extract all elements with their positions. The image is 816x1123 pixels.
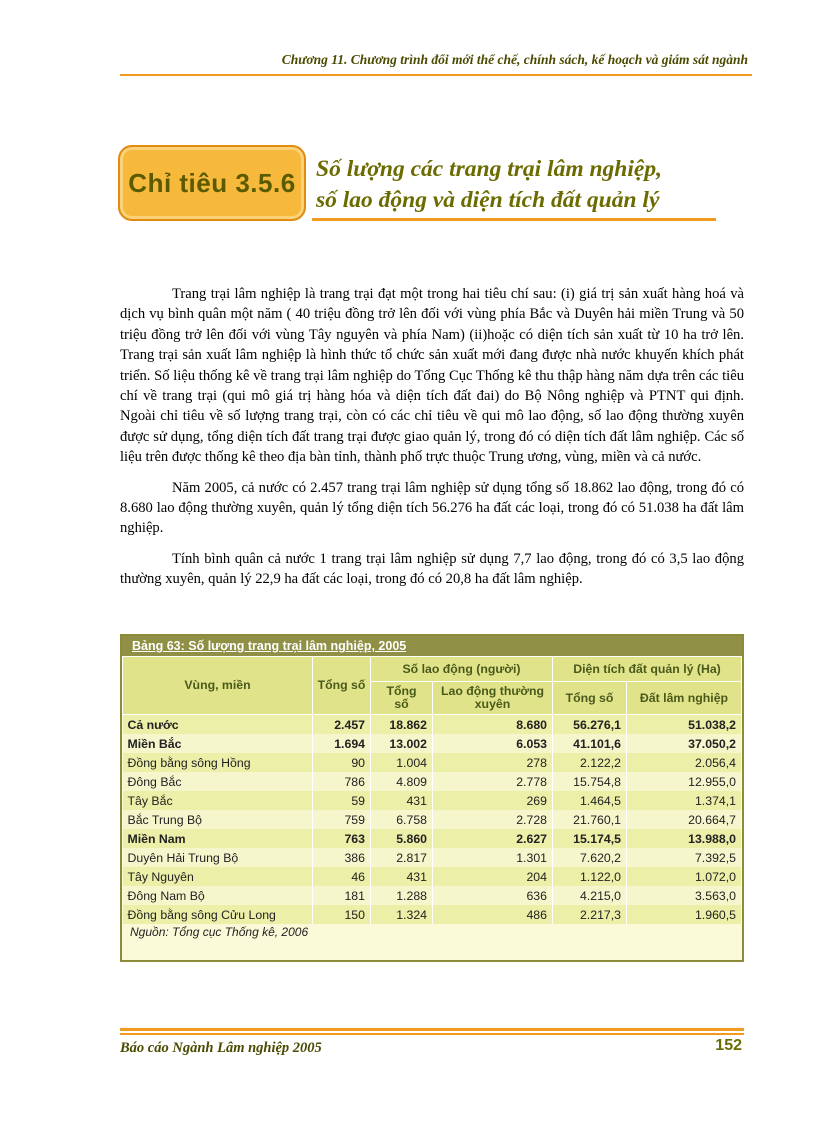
table-cell-labor-total: 431 [371, 791, 433, 810]
table-cell-area-total: 15.754,8 [553, 772, 627, 791]
table-cell-area-forest: 20.664,7 [627, 810, 742, 829]
table-cell-area-forest: 1.072,0 [627, 867, 742, 886]
table-cell-labor-total: 13.002 [371, 734, 433, 753]
table-cell-labor-regular: 278 [433, 753, 553, 772]
table-cell-farms: 386 [313, 848, 371, 867]
indicator-title-line2: số lao động và diện tích đất quản lý [316, 187, 660, 213]
table-cell-labor-regular: 204 [433, 867, 553, 886]
table-cell-region: Bắc Trung Bộ [123, 810, 313, 829]
table-cell-area-total: 2.217,3 [553, 905, 627, 924]
chapter-header: Chương 11. Chương trình đổi mới thể chế, chính sách, kế hoạch và giám sát ngành [281, 52, 748, 67]
table-row [123, 810, 742, 829]
footer-report-title: Báo cáo Ngành Lâm nghiệp 2005 [120, 1040, 322, 1056]
table-row [123, 886, 742, 905]
table-cell-area-total: 21.760,1 [553, 810, 627, 829]
table-row [123, 715, 742, 735]
table-row [123, 905, 742, 924]
table-cell-labor-total: 2.817 [371, 848, 433, 867]
table-cell-region: Tây Bắc [123, 791, 313, 810]
table-row [123, 734, 742, 753]
indicator-title [316, 154, 662, 216]
table-cell-area-forest: 51.038,2 [627, 715, 742, 735]
table-row [123, 753, 742, 772]
table-cell-area-forest: 1.374,1 [627, 791, 742, 810]
footer-divider [120, 1028, 744, 1031]
page-number: 152 [715, 1037, 742, 1054]
table-cell-farms: 763 [313, 829, 371, 848]
table-cell-labor-total: 18.862 [371, 715, 433, 735]
table-cell-area-total: 7.620,2 [553, 848, 627, 867]
table-cell-farms: 46 [313, 867, 371, 886]
table-cell-area-forest: 1.960,5 [627, 905, 742, 924]
paragraph: Năm 2005, cả nước có 2.457 trang trại lâm nghiệp sử dụng tổng số 18.862 lao động, trong đó có 8.680 lao động thường xuyên, quản lý tổng diện tích 56.276 ha đất các loại, trong đó có 51.038 ha đất lâm nghiệp. [120, 479, 744, 537]
table-row [123, 867, 742, 886]
table-cell-labor-regular: 2.778 [433, 772, 553, 791]
column-header-labor-regular: Lao động thường xuyên [433, 682, 553, 715]
column-header-area-forest: Đất lâm nghiệp [627, 682, 742, 715]
column-group-labor: Số lao động (người) [371, 657, 553, 682]
table-cell-farms: 786 [313, 772, 371, 791]
table-cell-labor-regular: 2.728 [433, 810, 553, 829]
table-cell-farms: 1.694 [313, 734, 371, 753]
table-cell-farms: 90 [313, 753, 371, 772]
table-cell-region: Đông Nam Bộ [123, 886, 313, 905]
table-cell-region: Cả nước [123, 715, 313, 735]
table-cell-labor-regular: 1.301 [433, 848, 553, 867]
table-cell-area-total: 4.215,0 [553, 886, 627, 905]
farm-statistics-table [120, 634, 744, 962]
table-cell-region: Đông Bắc [123, 772, 313, 791]
paragraph: Tính bình quân cả nước 1 trang trại lâm nghiệp sử dụng 7,7 lao động, trong đó có 3,5 lao động thường xuyên, quản lý 22,9 ha đất các loại, trong đó có 20,8 ha đất lâm nghiệp. [120, 550, 744, 588]
table-cell-labor-regular: 486 [433, 905, 553, 924]
footer-divider [120, 1033, 744, 1035]
table-cell-labor-total: 4.809 [371, 772, 433, 791]
table-body [123, 715, 742, 925]
table-cell-labor-total: 1.324 [371, 905, 433, 924]
table-row [123, 791, 742, 810]
table-cell-farms: 59 [313, 791, 371, 810]
table-cell-farms: 150 [313, 905, 371, 924]
indicator-badge [118, 145, 306, 221]
table-cell-area-total: 1.464,5 [553, 791, 627, 810]
table-cell-labor-total: 5.860 [371, 829, 433, 848]
paragraph: Trang trại lâm nghiệp là trang trại đạt một trong hai tiêu chí sau: (i) giá trị sản xuất hàng hoá và dịch vụ bình quân một năm ( 40 triệu đồng trở lên đối với vùng phía Bắc và Duyên hải miền Trung và 50 triệu đồng trở lên đối với vùng Tây nguyên và phía Nam) (ii)hoặc có diện tích sản xuất từ 10 ha trở lên. Trang trại sản xuất lâm nghiệp là hình thức tổ chức sản xuất mới đang được nhà nước khuyến khích phát triển. Số liệu thống kê về trang trại lâm nghiệp do Tổng Cục Thống kê thu thập hàng năm dựa trên các tiêu chí về trang trại (qui mô giá trị hàng hóa và diện tích đất đai) do Bộ Nông nghiệp và PTNT qui định. Ngoài chỉ tiêu về số lượng trang trại, còn có các chỉ tiêu về qui mô lao động, số lao động thường xuyên được sử dụng, tổng diện tích đất trang trại được giao quản lý, trong đó có diện tích đất lâm nghiệp. Các số liệu trên được thống kê theo địa bàn tỉnh, thành phố trực thuộc Trung ương, vùng, miền và cả nước. [120, 286, 744, 466]
column-header-labor-total: Tổng số [371, 682, 433, 715]
table-row [123, 772, 742, 791]
table-cell-labor-total: 431 [371, 867, 433, 886]
table-cell-area-total: 1.122,0 [553, 867, 627, 886]
column-header-farms: Tổng số [313, 657, 371, 715]
column-header-region: Vùng, miền [123, 657, 313, 715]
data-table [122, 656, 742, 924]
table-cell-region: Duyên Hải Trung Bộ [123, 848, 313, 867]
table-cell-farms: 759 [313, 810, 371, 829]
title-divider [312, 218, 716, 221]
indicator-badge-label: Chỉ tiêu 3.5.6 [128, 167, 296, 198]
table-cell-region: Miền Bắc [123, 734, 313, 753]
table-cell-area-total: 56.276,1 [553, 715, 627, 735]
table-cell-region: Đồng bằng sông Cửu Long [123, 905, 313, 924]
table-cell-area-forest: 13.988,0 [627, 829, 742, 848]
table-cell-labor-total: 6.758 [371, 810, 433, 829]
table-cell-farms: 181 [313, 886, 371, 905]
table-cell-labor-total: 1.004 [371, 753, 433, 772]
header-divider [120, 74, 752, 76]
table-cell-farms: 2.457 [313, 715, 371, 735]
table-cell-region: Đồng bằng sông Hồng [123, 753, 313, 772]
table-caption: Bảng 63: Số lượng trang trại lâm nghiệp, 2005 [122, 636, 742, 656]
column-group-area: Diện tích đất quản lý (Ha) [553, 657, 742, 682]
table-cell-labor-regular: 8.680 [433, 715, 553, 735]
table-cell-labor-total: 1.288 [371, 886, 433, 905]
table-row [123, 848, 742, 867]
table-cell-labor-regular: 6.053 [433, 734, 553, 753]
table-cell-region: Tây Nguyên [123, 867, 313, 886]
table-row [123, 829, 742, 848]
table-cell-labor-regular: 2.627 [433, 829, 553, 848]
column-header-area-total: Tổng số [553, 682, 627, 715]
body-text [120, 284, 744, 600]
table-cell-area-total: 2.122,2 [553, 753, 627, 772]
indicator-title-line1: Số lượng các trang trại lâm nghiệp, [316, 156, 662, 182]
table-cell-region: Miền Nam [123, 829, 313, 848]
table-source: Nguồn: Tổng cục Thống kê, 2006 [130, 925, 309, 939]
table-cell-area-total: 15.174,5 [553, 829, 627, 848]
table-cell-area-forest: 7.392,5 [627, 848, 742, 867]
table-cell-area-forest: 37.050,2 [627, 734, 742, 753]
table-cell-labor-regular: 269 [433, 791, 553, 810]
table-cell-area-forest: 3.563,0 [627, 886, 742, 905]
table-cell-area-forest: 2.056,4 [627, 753, 742, 772]
table-cell-area-total: 41.101,6 [553, 734, 627, 753]
table-cell-area-forest: 12.955,0 [627, 772, 742, 791]
table-cell-labor-regular: 636 [433, 886, 553, 905]
